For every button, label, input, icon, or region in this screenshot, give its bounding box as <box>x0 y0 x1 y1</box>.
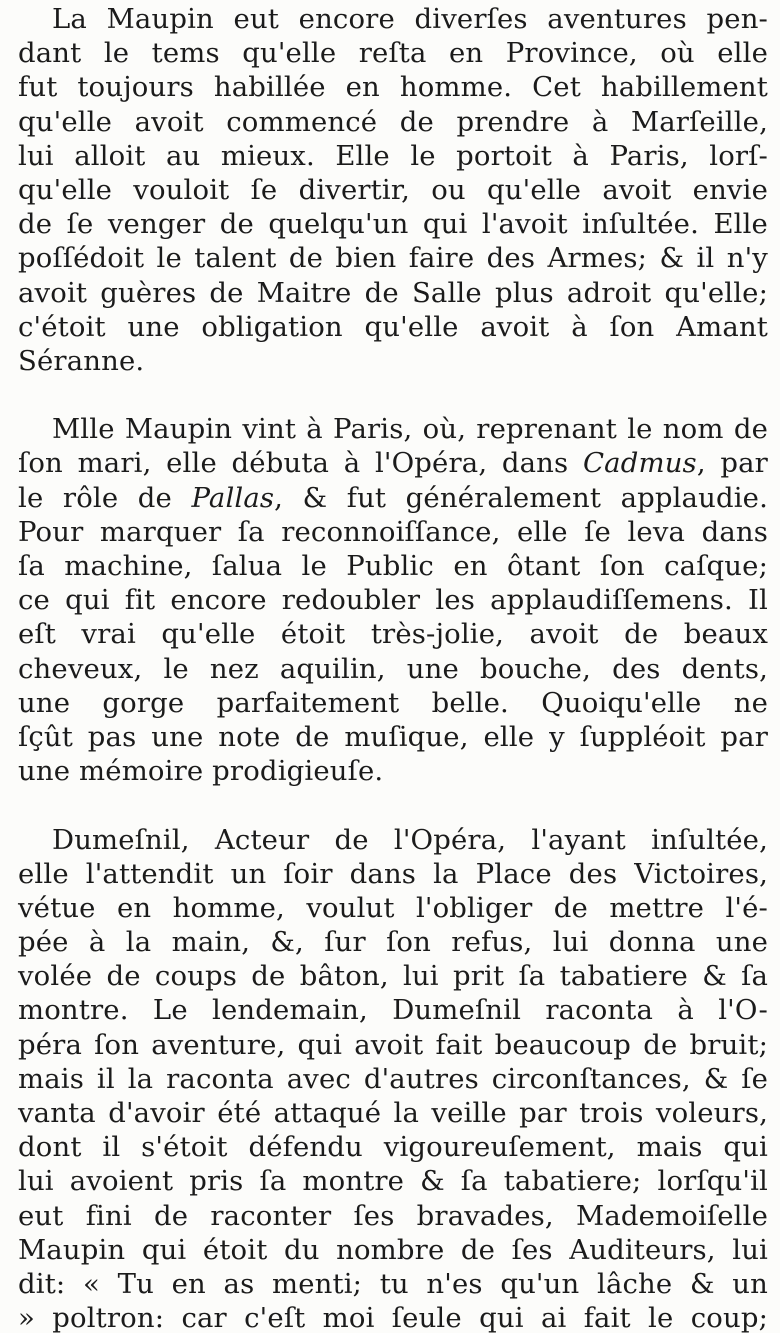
text-line: Maupin qui étoit du nombre de ſes Auditeurs, lui <box>18 1233 768 1267</box>
text-line: lui alloit au mieux. Elle le portoit à Paris, lorſ- <box>18 139 768 173</box>
text-line: eſt vrai qu'elle étoit très-jolie, avoit de beaux <box>18 617 768 651</box>
text-line: dit: « Tu en as menti; tu n'es qu'un lâche & un <box>18 1267 768 1301</box>
text-line: vétue en homme, voulut l'obliger de mettre l'é- <box>18 891 768 925</box>
italic-title: Cadmus <box>583 447 697 479</box>
text-line: ſon mari, elle débuta à l'Opéra, dans Cadmus, par <box>18 446 768 480</box>
text-line: avoit guères de Maitre de Salle plus adroit qu'elle; <box>18 276 768 310</box>
text-line: Dumeſnil, Acteur de l'Opéra, l'ayant inſultée, <box>18 823 768 857</box>
text-line: elle l'attendit un ſoir dans la Place des Victoires, <box>18 857 768 891</box>
text-line: fut toujours habillée en homme. Cet habillement <box>18 70 768 104</box>
text-line: pée à la main, &, ſur ſon refus, lui donna une <box>18 925 768 959</box>
text-line: poſſédoit le talent de bien faire des Armes; & il n'y <box>18 241 768 275</box>
text-line: La Maupin eut encore diverſes aventures pen- <box>18 2 768 36</box>
text-line: mais il la raconta avec d'autres circonſtances, & ſe <box>18 1062 768 1096</box>
text-line: qu'elle vouloit ſe divertir, ou qu'elle avoit envie <box>18 173 768 207</box>
text-line: Pour marquer ſa reconnoiſſance, elle ſe leva dans <box>18 515 768 549</box>
italic-title: Pallas <box>192 482 275 514</box>
text-line: dant le tems qu'elle reſta en Province, où elle <box>18 36 768 70</box>
text-line: Séranne. <box>18 344 768 378</box>
paragraph-spacer <box>18 378 768 412</box>
paragraph-spacer <box>18 788 768 822</box>
text-line: eut fini de raconter ſes bravades, Mademoiſelle <box>18 1199 768 1233</box>
paragraph-1 <box>18 2 768 378</box>
text-line: » poltron: car c'eſt moi ſeule qui ai fait le coup; <box>18 1301 768 1335</box>
text-line: ſçût pas une note de muſique, elle y ſuppléoit par <box>18 720 768 754</box>
text-line: montre. Le lendemain, Dumeſnil raconta à l'O- <box>18 993 768 1027</box>
text-line: qu'elle avoit commencé de prendre à Marſeille, <box>18 105 768 139</box>
text-line: vanta d'avoir été attaqué la veille par trois voleurs, <box>18 1096 768 1130</box>
paragraph-3 <box>18 823 768 1335</box>
text-line: dont il s'étoit défendu vigoureuſement, mais qui <box>18 1130 768 1164</box>
text-line: lui avoient pris ſa montre & ſa tabatiere; lorſqu'il <box>18 1164 768 1198</box>
text-line: une gorge parfaitement belle. Quoiqu'elle ne <box>18 686 768 720</box>
text-line: volée de coups de bâton, lui prit ſa tabatiere & ſa <box>18 959 768 993</box>
text-line: de ſe venger de quelqu'un qui l'avoit inſultée. Elle <box>18 207 768 241</box>
text-line: ce qui fit encore redoubler les applaudiſſemens. Il <box>18 583 768 617</box>
text-line: ſa machine, ſalua le Public en ôtant ſon caſque; <box>18 549 768 583</box>
page-text <box>18 2 768 1335</box>
text-line: c'étoit une obligation qu'elle avoit à ſon Amant <box>18 310 768 344</box>
text-line: péra ſon aventure, qui avoit fait beaucoup de bruit; <box>18 1028 768 1062</box>
paragraph-2 <box>18 412 768 788</box>
text-line: le rôle de Pallas, & fut généralement applaudie. <box>18 481 768 515</box>
text-line: cheveux, le nez aquilin, une bouche, des dents, <box>18 652 768 686</box>
text-line: Mlle Maupin vint à Paris, où, reprenant le nom de <box>18 412 768 446</box>
text-line: une mémoire prodigieuſe. <box>18 754 768 788</box>
